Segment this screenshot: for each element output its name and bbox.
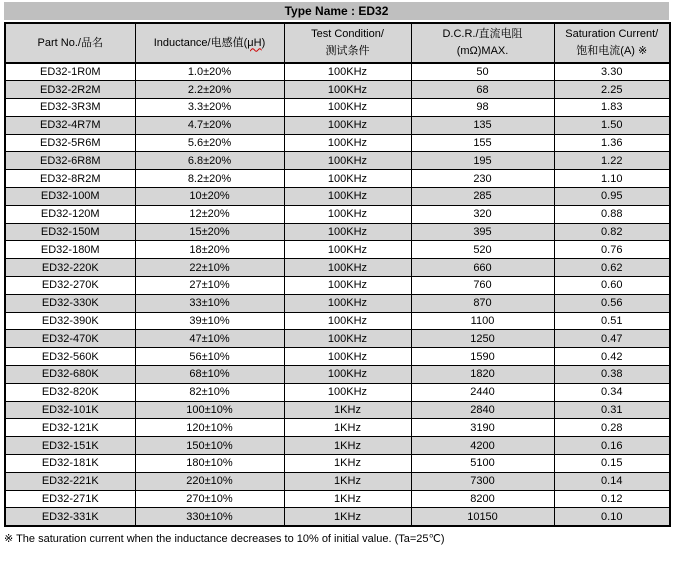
header-inductance-unit: μH: [247, 36, 262, 49]
table-cell: 0.34: [554, 383, 670, 401]
table-cell: ED32-8R2M: [5, 170, 135, 188]
table-cell: 120±10%: [135, 419, 284, 437]
table-cell: ED32-330K: [5, 294, 135, 312]
table-cell: ED32-120M: [5, 205, 135, 223]
table-cell: 1250: [411, 330, 554, 348]
table-cell: 8200: [411, 490, 554, 508]
table-cell: ED32-150M: [5, 223, 135, 241]
table-cell: 1KHz: [284, 490, 411, 508]
table-cell: ED32-560K: [5, 348, 135, 366]
table-cell: ED32-121K: [5, 419, 135, 437]
spec-table: [4, 22, 671, 527]
table-row: [5, 81, 670, 99]
table-cell: 1590: [411, 348, 554, 366]
table-cell: 180±10%: [135, 455, 284, 473]
table-cell: 0.16: [554, 437, 670, 455]
table-cell: 1KHz: [284, 419, 411, 437]
table-cell: 27±10%: [135, 277, 284, 295]
table-cell: 1KHz: [284, 437, 411, 455]
table-cell: 100KHz: [284, 63, 411, 81]
table-cell: 135: [411, 116, 554, 134]
table-cell: 0.51: [554, 312, 670, 330]
table-row: [5, 437, 670, 455]
table-cell: 195: [411, 152, 554, 170]
table-cell: 1KHz: [284, 472, 411, 490]
table-cell: 100KHz: [284, 330, 411, 348]
table-cell: 520: [411, 241, 554, 259]
table-cell: 155: [411, 134, 554, 152]
table-cell: 3.3±20%: [135, 99, 284, 117]
table-cell: 1.36: [554, 134, 670, 152]
table-cell: 100KHz: [284, 205, 411, 223]
table-cell: 1.83: [554, 99, 670, 117]
table-cell: ED32-181K: [5, 455, 135, 473]
table-cell: 1.0±20%: [135, 63, 284, 81]
table-cell: 1100: [411, 312, 554, 330]
table-cell: 1.50: [554, 116, 670, 134]
table-cell: 220±10%: [135, 472, 284, 490]
table-cell: 320: [411, 205, 554, 223]
table-cell: 0.60: [554, 277, 670, 295]
table-cell: 0.12: [554, 490, 670, 508]
table-cell: 1KHz: [284, 508, 411, 526]
table-row: [5, 312, 670, 330]
table-cell: ED32-271K: [5, 490, 135, 508]
table-row: [5, 223, 670, 241]
table-cell: 0.31: [554, 401, 670, 419]
table-cell: 1.10: [554, 170, 670, 188]
table-cell: 100KHz: [284, 170, 411, 188]
header-inductance: [135, 23, 284, 63]
table-cell: 0.76: [554, 241, 670, 259]
header-saturation-line2: 饱和电流(A) ※: [576, 45, 648, 57]
table-cell: 98: [411, 99, 554, 117]
table-cell: ED32-1R0M: [5, 63, 135, 81]
table-row: [5, 490, 670, 508]
table-cell: 270±10%: [135, 490, 284, 508]
table-row: [5, 170, 670, 188]
header-test-condition-line1: Test Condition/: [311, 28, 384, 40]
table-row: [5, 277, 670, 295]
header-dcr: [411, 23, 554, 63]
table-title: Type Name : ED32: [4, 2, 669, 20]
table-cell: 100KHz: [284, 277, 411, 295]
table-row: [5, 134, 670, 152]
header-test-condition-line2: 测试条件: [325, 45, 370, 57]
table-cell: 100KHz: [284, 241, 411, 259]
table-cell: 33±10%: [135, 294, 284, 312]
table-cell: ED32-4R7M: [5, 116, 135, 134]
table-cell: ED32-820K: [5, 383, 135, 401]
header-saturation: [554, 23, 670, 63]
table-cell: 50: [411, 63, 554, 81]
table-cell: 150±10%: [135, 437, 284, 455]
table-cell: 39±10%: [135, 312, 284, 330]
table-cell: 0.47: [554, 330, 670, 348]
table-cell: 7300: [411, 472, 554, 490]
table-cell: ED32-390K: [5, 312, 135, 330]
header-dcr-line1: D.C.R./直流电阻: [442, 28, 523, 40]
table-cell: ED32-470K: [5, 330, 135, 348]
header-test-condition: [284, 23, 411, 63]
table-cell: 2.25: [554, 81, 670, 99]
table-row: [5, 241, 670, 259]
table-cell: 2840: [411, 401, 554, 419]
table-cell: 870: [411, 294, 554, 312]
table-cell: 395: [411, 223, 554, 241]
table-cell: ED32-101K: [5, 401, 135, 419]
table-cell: 10150: [411, 508, 554, 526]
table-cell: 100±10%: [135, 401, 284, 419]
table-cell: 2440: [411, 383, 554, 401]
table-cell: 18±20%: [135, 241, 284, 259]
table-cell: 22±10%: [135, 259, 284, 277]
footnote: ※ The saturation current when the inductance decreases to 10% of initial value. (Ta=25℃): [4, 532, 445, 545]
table-cell: ED32-221K: [5, 472, 135, 490]
table-cell: 0.15: [554, 455, 670, 473]
table-cell: 100KHz: [284, 188, 411, 206]
table-cell: ED32-3R3M: [5, 99, 135, 117]
table-cell: 285: [411, 188, 554, 206]
table-cell: 1820: [411, 366, 554, 384]
table-cell: 0.14: [554, 472, 670, 490]
table-row: [5, 419, 670, 437]
table-row: [5, 508, 670, 526]
header-dcr-line2: (mΩ)MAX.: [456, 45, 509, 57]
table-cell: ED32-331K: [5, 508, 135, 526]
table-cell: 1KHz: [284, 401, 411, 419]
table-cell: 0.95: [554, 188, 670, 206]
table-cell: 0.82: [554, 223, 670, 241]
table-cell: 100KHz: [284, 312, 411, 330]
table-cell: 5100: [411, 455, 554, 473]
table-row: [5, 348, 670, 366]
table-cell: 56±10%: [135, 348, 284, 366]
table-row: [5, 63, 670, 81]
header-inductance-label-post: ): [261, 36, 266, 49]
table-cell: 68: [411, 81, 554, 99]
table-row: [5, 152, 670, 170]
table-row: [5, 188, 670, 206]
table-cell: 760: [411, 277, 554, 295]
header-saturation-line1: Saturation Current/: [565, 28, 659, 40]
table-row: [5, 99, 670, 117]
table-cell: 100KHz: [284, 223, 411, 241]
table-cell: ED32-680K: [5, 366, 135, 384]
table-cell: 15±20%: [135, 223, 284, 241]
table-cell: 100KHz: [284, 366, 411, 384]
table-cell: 12±20%: [135, 205, 284, 223]
table-row: [5, 330, 670, 348]
table-cell: 47±10%: [135, 330, 284, 348]
table-cell: 1KHz: [284, 455, 411, 473]
table-cell: 0.88: [554, 205, 670, 223]
table-cell: 100KHz: [284, 383, 411, 401]
table-cell: 4200: [411, 437, 554, 455]
table-cell: 100KHz: [284, 294, 411, 312]
table-cell: 100KHz: [284, 116, 411, 134]
table-cell: ED32-151K: [5, 437, 135, 455]
header-inductance-label-pre: Inductance/电感值(: [153, 36, 248, 49]
table-cell: 0.28: [554, 419, 670, 437]
table-cell: 2.2±20%: [135, 81, 284, 99]
table-cell: 0.62: [554, 259, 670, 277]
table-row: [5, 116, 670, 134]
table-cell: 100KHz: [284, 152, 411, 170]
table-row: [5, 383, 670, 401]
table-cell: ED32-180M: [5, 241, 135, 259]
table-cell: 8.2±20%: [135, 170, 284, 188]
table-cell: 660: [411, 259, 554, 277]
table-row: [5, 205, 670, 223]
table-cell: 0.10: [554, 508, 670, 526]
header-part-no: [5, 23, 135, 63]
table-cell: 10±20%: [135, 188, 284, 206]
table-row: [5, 455, 670, 473]
table-cell: 230: [411, 170, 554, 188]
table-cell: 100KHz: [284, 99, 411, 117]
table-cell: 5.6±20%: [135, 134, 284, 152]
table-cell: 100KHz: [284, 134, 411, 152]
table-cell: 4.7±20%: [135, 116, 284, 134]
table-cell: ED32-2R2M: [5, 81, 135, 99]
table-cell: 100KHz: [284, 348, 411, 366]
table-cell: 330±10%: [135, 508, 284, 526]
table-cell: 0.38: [554, 366, 670, 384]
table-cell: ED32-270K: [5, 277, 135, 295]
table-row: [5, 294, 670, 312]
table-cell: ED32-5R6M: [5, 134, 135, 152]
table-row: [5, 472, 670, 490]
table-cell: 100KHz: [284, 259, 411, 277]
table-cell: ED32-6R8M: [5, 152, 135, 170]
table-cell: ED32-100M: [5, 188, 135, 206]
table-cell: 82±10%: [135, 383, 284, 401]
table-cell: 1.22: [554, 152, 670, 170]
table-cell: 0.42: [554, 348, 670, 366]
spec-table-header: [5, 23, 670, 63]
table-cell: 3190: [411, 419, 554, 437]
table-cell: 3.30: [554, 63, 670, 81]
table-row: [5, 401, 670, 419]
table-cell: 100KHz: [284, 81, 411, 99]
spec-table-body: [5, 63, 670, 526]
table-cell: ED32-220K: [5, 259, 135, 277]
table-cell: 0.56: [554, 294, 670, 312]
table-cell: 6.8±20%: [135, 152, 284, 170]
table-cell: 68±10%: [135, 366, 284, 384]
table-row: [5, 366, 670, 384]
header-part-no-label: Part No./品名: [37, 36, 103, 49]
table-row: [5, 259, 670, 277]
